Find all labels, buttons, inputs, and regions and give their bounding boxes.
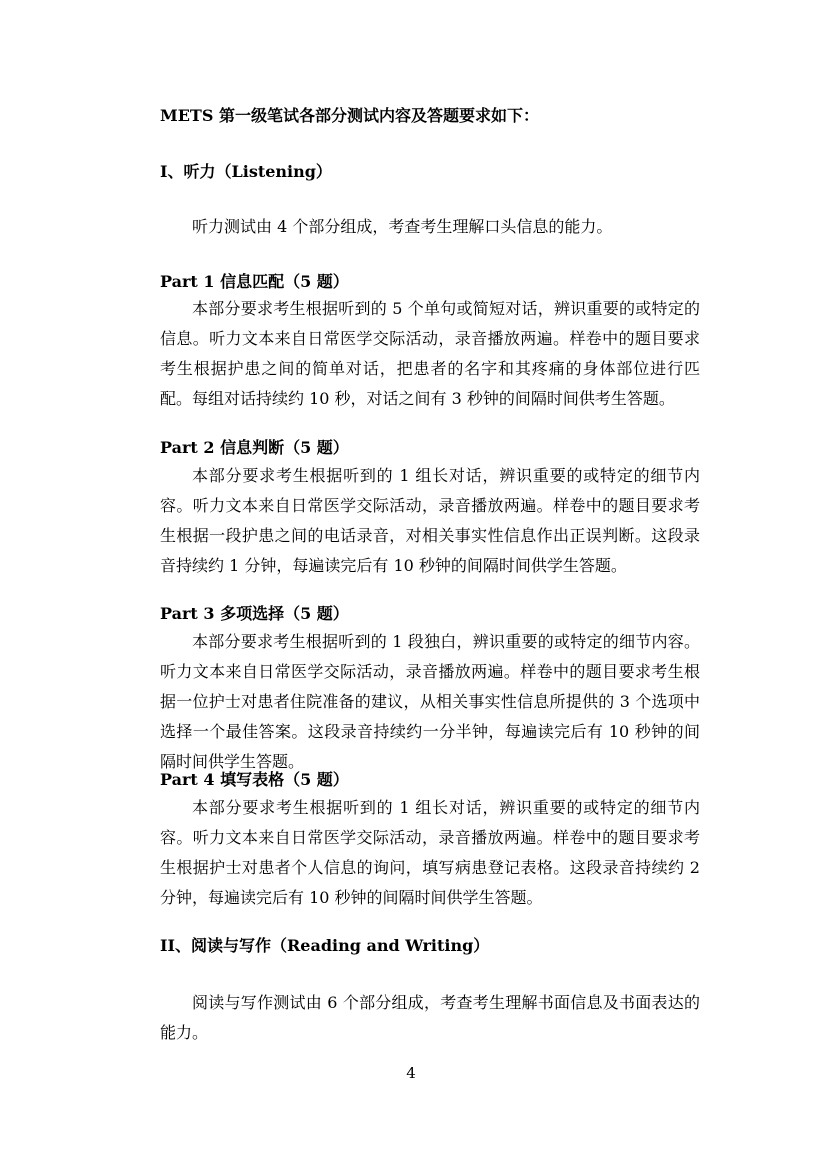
section-heading-listening: I、听力（Listening） [160, 162, 332, 181]
part-3-text: 本部分要求考生根据听到的 1 段独白，辨识重要的或特定的细节内容。听力文本来自日常医学交际活动，录音播放两遍。样卷中的题目要求考生根据一位护士对患者住院准备的建议，从相关事实性信息所提供的 3 个选项中选择一个最佳答案。这段录音持续约一分半钟，每遍读完后有 10 秒钟的间隔时间供学生答题。 [160, 632, 700, 771]
part-1-heading: Part 1 信息匹配（5 题） [160, 272, 349, 291]
part-1-text: 本部分要求考生根据听到的 5 个单句或简短对话，辨识重要的或特定的信息。听力文本来自日常医学交际活动，录音播放两遍。样卷中的题目要求考生根据护患之间的简单对话，把患者的名字和其疼痛的身体部位进行匹配。每组对话持续约 10 秒，对话之间有 3 秒钟的间隔时间供考生答题。 [160, 299, 700, 408]
part-3-heading: Part 3 多项选择（5 题） [160, 604, 349, 623]
part-2-text: 本部分要求考生根据听到的 1 组长对话，辨识重要的或特定的细节内容。听力文本来自日常医学交际活动，录音播放两遍。样卷中的题目要求考生根据一段护患之间的电话录音，对相关事实性信息作出正误判断。这段录音持续约 1 分钟，每遍读完后有 10 秒钟的间隔时间供学生答题。 [160, 466, 700, 575]
section-heading-reading-writing: II、阅读与写作（Reading and Writing） [160, 936, 490, 955]
section-intro-listening: 听力测试由 4 个部分组成，考查考生理解口头信息的能力。 [192, 217, 613, 236]
part-4-heading: Part 4 填写表格（5 题） [160, 770, 349, 789]
document-title: METS 第一级笔试各部分测试内容及答题要求如下： [160, 106, 539, 125]
part-4-text: 本部分要求考生根据听到的 1 组长对话，辨识重要的或特定的细节内容。听力文本来自日常医学交际活动，录音播放两遍。样卷中的题目要求考生根据护士对患者个人信息的询问，填写病患登记表格。这段录音持续约 2 分钟，每遍读完后有 10 秒钟的间隔时间供学生答题。 [160, 798, 700, 907]
part-2-heading: Part 2 信息判断（5 题） [160, 438, 349, 457]
section-intro-reading-writing: 阅读与写作测试由 6 个部分组成，考查考生理解书面信息及书面表达的能力。 [160, 993, 700, 1042]
page-number: 4 [406, 1064, 416, 1082]
